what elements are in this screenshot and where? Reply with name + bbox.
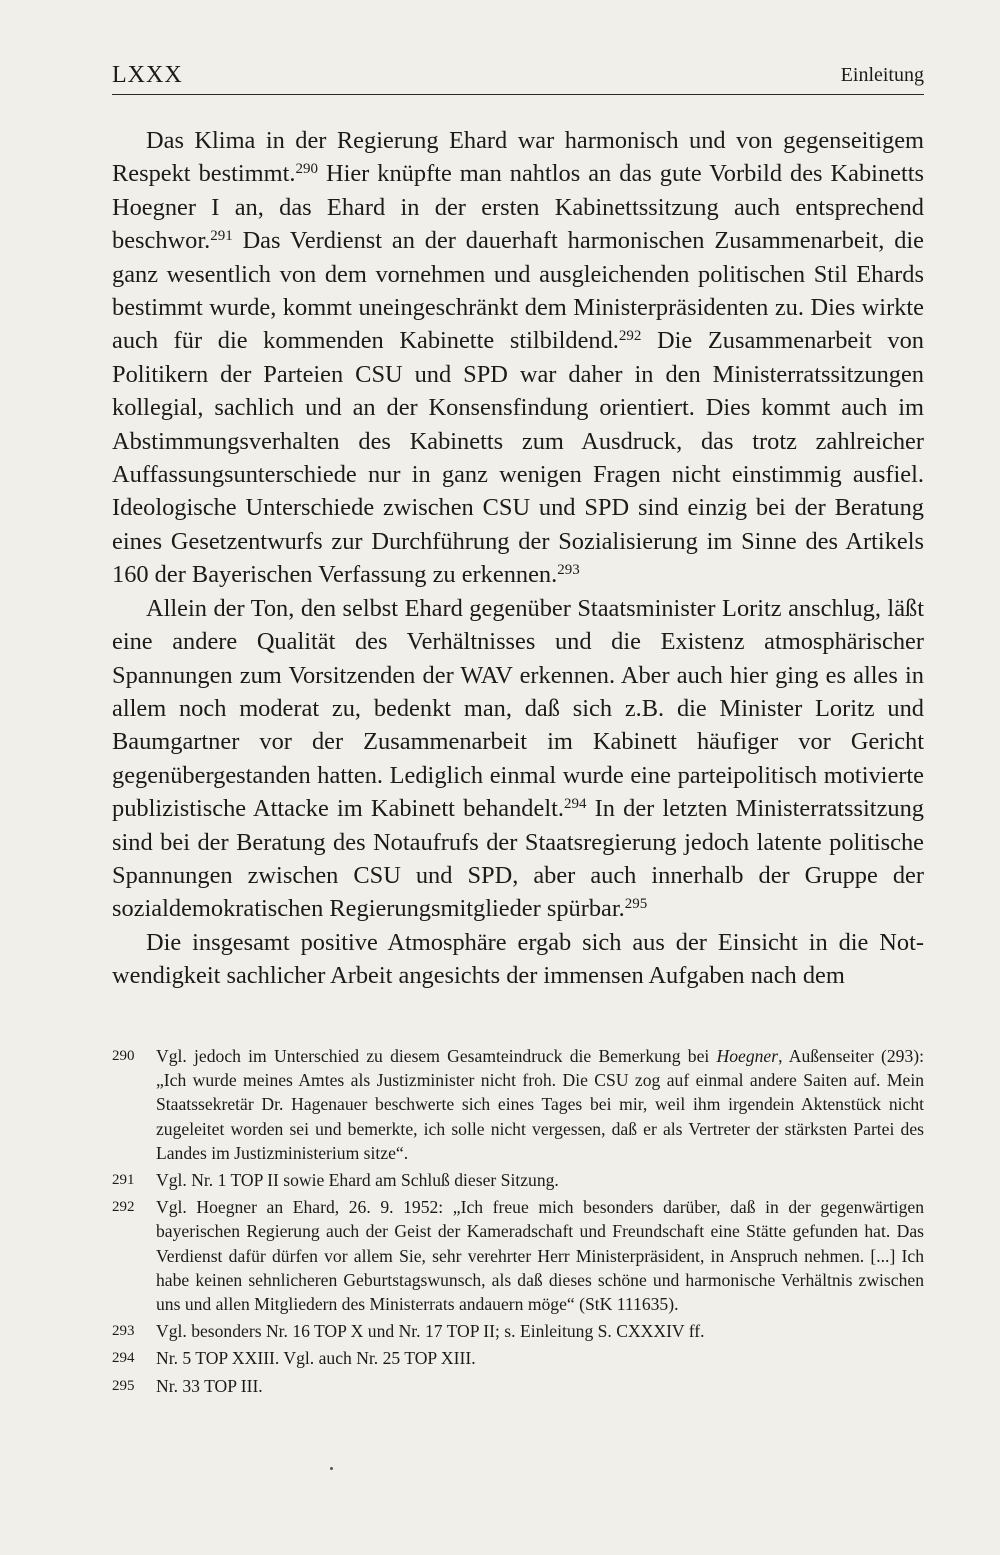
footnote-reference: 292 xyxy=(618,328,642,345)
text-run: Das Verdienst an der dauerhaft harmonischen Zusammenarbeit, die ganz wesentlich von dem vornehmen und ausgleichenden politischen Stil Ehards bestimmt wurde, kommt uneingeschränkt dem Ministerpräsidenten zu. Dies wirkte auch für die kommenden Kabinette stilbildend. xyxy=(112,227,924,355)
footnote-reference: 293 xyxy=(557,562,580,579)
text-run: Das Klima in der Regierung Ehard war harmonisch und von gegenseitigem Respekt bestimmt. xyxy=(112,127,924,188)
paragraph xyxy=(112,592,924,926)
footnote-text xyxy=(156,1346,924,1370)
text-run: Hier knüpfte man nahtlos an das gute Vorbild des Kabinetts Hoegner I an, das Ehard in der ersten Kabinettssitzung auch entsprechend beschwor. xyxy=(112,160,925,255)
footnote xyxy=(112,1319,924,1343)
text-run: Allein der Ton, den selbst Ehard gegenüber Staatsminister Loritz anschlug, läßt eine andere Qualität des Verhältnisses und die Existenz atmosphärischer Spannungen zum Vorsitzenden der WAV erkennen. Aber auch hier ging es alles in allem noch moderat zu, bedenkt man, daß sich z.B. die Minister Loritz und Baumgartner vor der Zusammenarbeit im Kabinett häufiger vor Gericht gegenübergestanden hatten. Lediglich einmal wurde eine parteipolitisch motivierte publizistische Attacke im Kabinett behandelt. xyxy=(112,594,924,823)
footnote-reference: 294 xyxy=(563,796,587,813)
footnote-number: 290 xyxy=(112,1048,135,1064)
text-run: Vgl. Hoegner an Ehard, 26. 9. 1952: „Ich freue mich besonders darüber, daß in der gegenwärtigen bayerischen Regierung auch der Geist der Kameradschaft und Freundschaft eine Stätte gefunden hat. Das Verdienst dafür dürfen vor allem Sie, sehr verehrter Herr Ministerpräsident, in Anspruch nehmen. [...] Ich habe keinen sehnlicheren Geburtstagswunsch, als daß dieses schöne und harmonische Verhältnis zwischen uns und allen Mitgliedern des Ministerrats andauern möge“ (StK 111635). xyxy=(156,1197,924,1315)
footnote xyxy=(112,1168,924,1192)
italic-text: Hoegner xyxy=(716,1046,779,1066)
running-title: Einleitung xyxy=(840,64,924,86)
footnotes xyxy=(112,1044,924,1401)
text-run: Nr. 5 TOP XXIII. Vgl. auch Nr. 25 TOP XIII. xyxy=(156,1348,476,1369)
print-speck xyxy=(330,1467,333,1470)
footnote-text xyxy=(156,1044,924,1165)
footnote-number: 295 xyxy=(112,1377,135,1394)
text-run: Die insgesamt positive Atmosphäre ergab sich aus der Einsicht in die Notwendigkeit sachlicher Arbeit angesichts der immensen Aufgaben nach dem xyxy=(112,928,924,990)
footnote-number: 292 xyxy=(112,1199,135,1216)
text-run: Die Zusammenarbeit von Politikern der Parteien CSU und SPD war daher in den Ministerratssitzungen kollegial, sachlich und an der Konsensfindung orientiert. Dies kommt auch im Abstimmungsverhalten des Kabinetts zum Ausdruck, das trotz zahlreicher Auffassungsunterschiede nur in ganz wenigen Fragen nicht einstimmig ausfiel. Ideologische Unterschiede zwischen CSU und SPD sind einzig bei der Beratung eines Gesetzentwurfs zur Durchführung der Sozialisierung im Sinne des Artikels 160 der Bayerischen Verfassung zu erkennen. xyxy=(112,327,924,589)
footnote xyxy=(112,1346,924,1370)
footnote-text xyxy=(156,1374,924,1398)
page-number: LXXX xyxy=(112,62,183,88)
text-run: , Außenseiter (293): „Ich wurde meines Amtes als Justizminister nicht froh. Die CSU zog auf einmal andere Saiten auf. Mein Staatssekretär Dr. Hagenauer beschwerte sich eines Tages bei mir, weil ihm irgendein Aktenstück nicht zugeleitet worden sei und bemerkte, ich solle nicht vergessen, daß er als Vertreter der stärksten Partei des Landes im Justizministerium sitze“. xyxy=(156,1046,924,1163)
footnote-number: 294 xyxy=(112,1350,135,1367)
footnote-reference: 290 xyxy=(295,161,318,178)
text-run: Vgl. jedoch im Unterschied zu diesem Gesamteindruck die Bemerkung bei xyxy=(156,1046,717,1066)
footnote xyxy=(112,1044,924,1165)
text-run: Vgl. besonders Nr. 16 TOP X und Nr. 17 TOP II; s. Einleitung S. CXXXIV ff. xyxy=(156,1321,705,1342)
footnote-reference: 291 xyxy=(210,228,233,245)
paragraph xyxy=(112,124,924,592)
footnote xyxy=(112,1195,924,1316)
text-run: In der letzten Ministerratssitzung sind bei der Beratung des Notaufrufs der Staatsregierung jedoch latente politische Spannungen zwischen CSU und SPD, aber auch innerhalb der Gruppe der sozialdemokratischen Regierungsmitglieder spürbar. xyxy=(112,795,924,923)
footnote-reference: 295 xyxy=(624,896,648,913)
text-run: Nr. 33 TOP III. xyxy=(156,1375,263,1396)
footnote xyxy=(112,1374,924,1398)
footnote-number: 291 xyxy=(112,1172,135,1189)
footnote-text xyxy=(156,1195,924,1316)
paragraph xyxy=(112,926,924,993)
footnote-text xyxy=(156,1319,924,1343)
main-text xyxy=(112,124,924,993)
footnote-number: 293 xyxy=(112,1323,135,1340)
page-header xyxy=(112,62,924,95)
text-run: Vgl. Nr. 1 TOP II sowie Ehard am Schluß dieser Sitzung. xyxy=(156,1170,559,1191)
footnote-text xyxy=(156,1168,924,1192)
